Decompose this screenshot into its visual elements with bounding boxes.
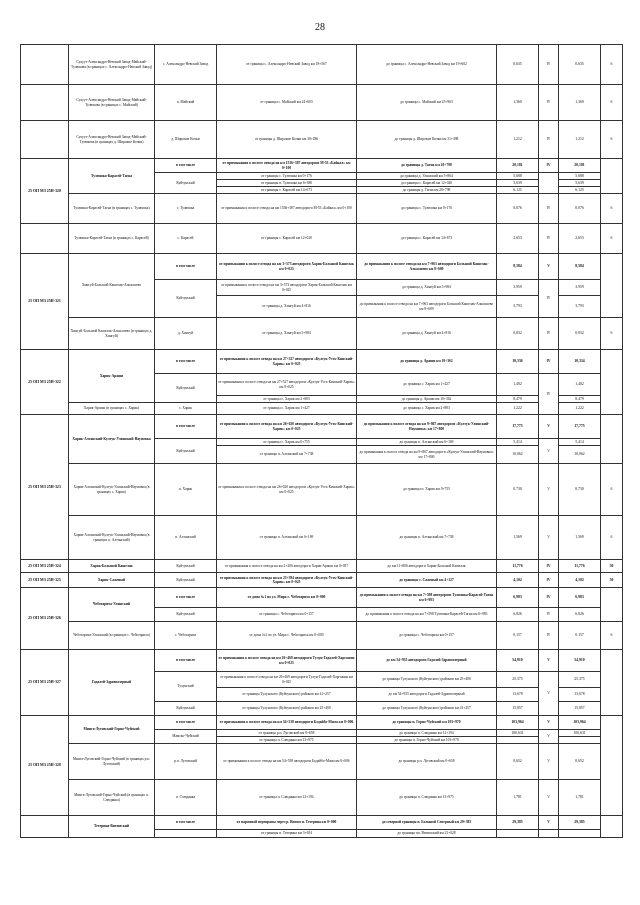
cell-width — [601, 415, 623, 464]
cell-length_cat: 10,062 — [559, 446, 601, 464]
cell-width — [601, 588, 623, 622]
cell-to: до границы д. Уляшский км 5+864 — [357, 173, 497, 180]
cell-name: Чеботарихa-Уляшский — [69, 588, 155, 622]
cell-cat: IV — [539, 224, 559, 254]
cell-name: Мингa-Луговский-Горно-Чуйский (в границах п. Слюдянка) — [69, 780, 155, 816]
cell-name: Тулюшка-Карасей-Тагна — [69, 159, 155, 194]
cell-district: в том числе — [155, 716, 217, 730]
cell-length: 25,375 — [497, 672, 539, 688]
cell-from: от границы с. Харик км 2+883 — [217, 396, 357, 403]
cell-district: Куйтунский — [155, 280, 217, 318]
cell-length_cat: 1,360 — [559, 85, 601, 121]
cell-from: от примыкания к полосе отвода на км 3+573 автодороги Харик-Большой Кашелак км 0+025 — [217, 254, 357, 280]
cell-to: до км 54+935 автодороги Гадалей-Здравоозерный — [357, 688, 497, 702]
cell-name: Харик-Араши (в границах с. Харик) — [69, 403, 155, 415]
cell-to: до границы с. Карасей км 14+673 — [357, 224, 497, 254]
cell-length: 6,983 — [497, 588, 539, 608]
cell-length_cat: 25,375 — [559, 672, 601, 688]
cell-to: до границы с. Майский км 25+963 — [357, 85, 497, 121]
cell-name: Хингуй-Большой Кашелак-Алкасшево (в границах д. Хингуй) — [69, 318, 155, 350]
cell-from: от границы д. Хингуй км 3+984 — [217, 318, 357, 350]
table-row — [21, 622, 623, 650]
cell-cat: V — [539, 650, 559, 672]
cell-from: от границы с. Карасей км 14+673 — [217, 187, 357, 194]
cell-district: Куйтунский — [155, 560, 217, 573]
table-row — [21, 744, 623, 780]
cell-length: 5,414 — [497, 439, 539, 446]
roads-table — [20, 44, 623, 838]
cell-length: 0,832 — [497, 318, 539, 350]
cell-to: до границы д. Тагна км 20+798 — [357, 187, 497, 194]
cell-width — [601, 816, 623, 838]
table-row — [21, 403, 623, 415]
cell-length: 54,910 — [497, 650, 539, 672]
cell-to: до примыкания к полосе отвода на км 7+963 автодороги Большой Кашелак-Алкасшево км 8+609 — [357, 296, 497, 318]
cell-code — [21, 45, 69, 85]
cell-cat: IV — [539, 194, 559, 224]
cell-from: от границы с. Харик км 1+427 — [217, 403, 357, 415]
cell-length: 1,781 — [497, 780, 539, 816]
cell-cat: V — [539, 816, 559, 830]
cell-to: до границы с. Александро-Невский Завод км 19+602 — [357, 45, 497, 85]
cell-width — [601, 159, 623, 194]
cell-from: от границы д. Широкие Кочки км 30+286 — [217, 121, 357, 159]
cell-district: Куйтунский — [155, 573, 217, 588]
cell-district: в том числе — [155, 650, 217, 672]
cell-to: до границы д. Араши км 10+362 — [357, 350, 497, 374]
cell-to: до км 11+806 автодороги Харик-Большой Кашелак — [357, 560, 497, 573]
cell-to: до границы п. Слюдянка км 12+194 — [357, 730, 497, 737]
table-row — [21, 350, 623, 374]
cell-cat: V — [539, 415, 559, 439]
cell-length: 8,479 — [497, 396, 539, 403]
cell-cat: IV — [539, 280, 559, 318]
page-number: 28 — [315, 22, 325, 33]
cell-district: в том числе — [155, 254, 217, 280]
cell-district: р.п. Луговский — [155, 744, 217, 780]
cell-length_cat: 20,181 — [559, 159, 601, 173]
cell-from: от примыкания к полосе отвода на км 26+020 автодороги «Култук-Усть-Кинский-Харик» км 0+025 — [217, 415, 357, 439]
table-row — [21, 716, 623, 730]
cell-district: с. Карасей — [155, 224, 217, 254]
table-row — [21, 194, 623, 224]
cell-length_cat: 17,775 — [559, 415, 601, 439]
cell-length: 29,385 — [497, 816, 539, 830]
cell-cat: V — [539, 716, 559, 730]
cell-length: 17,775 — [497, 415, 539, 439]
cell-cat: IV — [539, 159, 559, 173]
table-row — [21, 464, 623, 516]
cell-to: до границы д. Хингуй км 4+816 — [357, 318, 497, 350]
cell-width: 6 — [601, 121, 623, 159]
table-row — [21, 560, 623, 573]
cell-width: 6 — [601, 516, 623, 560]
cell-to: до примыкания к полосе отвода на км 9+867 автодороги «Култук-Уляшский-Наумовка» км 17+800 — [357, 415, 497, 439]
cell-cat: V — [539, 464, 559, 516]
table-row — [21, 573, 623, 588]
cell-length: 0,076 — [497, 194, 539, 224]
cell-length_cat: 11,776 — [559, 560, 601, 573]
cell-length: 5,639 — [497, 180, 539, 187]
cell-cat: V — [539, 672, 559, 716]
cell-cat: V — [539, 439, 559, 464]
cell-to: до границы с. Тулюшка км 0+176 — [357, 194, 497, 224]
cell-to: до границы д. Широкие Кочки км 31+498 — [357, 121, 497, 159]
cell-district: д. Хингуй — [155, 318, 217, 350]
cell-length: 1,569 — [497, 516, 539, 560]
cell-to: до северной границы п. Большой Северный км 29+385 — [357, 816, 497, 830]
cell-length_cat: 15,857 — [559, 702, 601, 716]
cell-from: от границы п. Алтанский км 6+169 — [217, 516, 357, 560]
cell-cat: IV — [539, 560, 559, 573]
cell-from: от границы п. Тулюшка км 6+380 — [217, 180, 357, 187]
cell-cat: V — [539, 780, 559, 816]
cell-width — [601, 254, 623, 318]
cell-length_cat: 4,102 — [559, 573, 601, 588]
table-row — [21, 159, 623, 173]
cell-district: с. Александро-Невский Завод — [155, 45, 217, 85]
cell-cat: V — [539, 516, 559, 560]
cell-length_cat: 3,959 — [559, 280, 601, 296]
cell-district: Куйтунский — [155, 374, 217, 403]
cell-code — [21, 224, 69, 254]
cell-from: от примыкания к полосе отвода на км 26+020 автодороги «Култук-Усть-Кинский-Харик» км 0+025 — [217, 464, 357, 516]
cell-district: д. Широкие Кочки — [155, 121, 217, 159]
cell-length: 3,959 — [497, 280, 539, 296]
cell-district: Куйтунский — [155, 702, 217, 716]
cell-district: в том числе — [155, 816, 217, 830]
cell-from: от дома №1 по ул. Мира с. Чеботариха км 0+000 — [217, 588, 357, 608]
table-row — [21, 816, 623, 830]
cell-length: 5,688 — [497, 173, 539, 180]
cell-length_cat: 8,584 — [559, 254, 601, 280]
cell-from: от границы с. Карасей км 12+020 — [217, 224, 357, 254]
cell-from: от примыкания к полосе отвода на км 1536+387 автодороги М-53 «Байкал» км 0+100 — [217, 159, 357, 173]
cell-width: 6 — [601, 224, 623, 254]
cell-length_cat: 1,402 — [559, 374, 601, 396]
cell-length: 2,653 — [497, 224, 539, 254]
cell-length_cat: 6,125 — [559, 187, 601, 194]
cell-length_cat: 5,639 — [559, 180, 601, 187]
cell-width — [601, 350, 623, 415]
cell-width: 6 — [601, 318, 623, 350]
cell-from: от примыкания к полосе отвода на км 23+394 автодороги «Култук-Усть-Кинский-Харик» км 0+025 — [217, 573, 357, 588]
cell-length_cat: 0,157 — [559, 622, 601, 650]
cell-length_cat: 5,688 — [559, 173, 601, 180]
cell-name: Харик-Араши — [69, 350, 155, 403]
table-row — [21, 588, 623, 608]
cell-length: 1,402 — [497, 374, 539, 396]
cell-to: до границы п. Алтанский км 7+738 — [357, 516, 497, 560]
cell-from: от границы р.п. Луговский км 0+658 — [217, 730, 357, 737]
cell-name: Харик-Саженый — [69, 573, 155, 588]
cell-name: Тулюшка-Карасей-Тагна (в границах с. Тулюшка) — [69, 194, 155, 224]
cell-name: Мингa-Луговский-Горно-Чуйский — [69, 716, 155, 744]
cell-to: до границы пп. Витимский км 21+028 — [357, 830, 497, 838]
table-row — [21, 650, 623, 672]
cell-length: 4,102 — [497, 573, 539, 588]
cell-code: 25 ОП МЗ 25Н-327 — [21, 650, 69, 716]
table-row — [21, 415, 623, 439]
cell-length: 10,336 — [497, 350, 539, 374]
cell-from: от границы п. Тетерина км 3+654 — [217, 830, 357, 838]
cell-name: Чеботарихa-Уляшский (в границах с. Чеботариха) — [69, 622, 155, 650]
cell-from: от паромной переправы через р. Витим п. Тетерина км 0+000 — [217, 816, 357, 830]
cell-cat: IV — [539, 588, 559, 608]
cell-to: до примыкания к полосе отвода на км 7+598 Тулюшка-Карасей-Тагна км 6+983 — [357, 608, 497, 622]
cell-district — [155, 830, 217, 838]
cell-cat: V — [539, 730, 559, 744]
cell-cat: IV — [539, 350, 559, 374]
cell-from: от примыкания к полосе отвода на км 2+206 автодороги Харик-Араши км 0+057 — [217, 560, 357, 573]
cell-code — [21, 816, 69, 838]
cell-code: 25 ОП МЗ 25Н-323 — [21, 415, 69, 560]
cell-length_cat: 100,631 — [559, 730, 601, 737]
cell-length: 3,793 — [497, 296, 539, 318]
cell-cat: IV — [539, 608, 559, 622]
cell-district: с. Харик — [155, 403, 217, 415]
cell-cat — [539, 173, 559, 194]
cell-from: от примыкания к полосе отвода на км 26+469 автодороги Тулун-Гадалей-Харгажин км 0+025 — [217, 650, 357, 672]
table-row — [21, 318, 623, 350]
cell-cat: IV — [539, 45, 559, 85]
cell-code: 25 ОП МЗ 25Н-325 — [21, 573, 69, 588]
cell-from: от границы с. Тулюшка км 0+176 — [217, 173, 357, 180]
cell-district: в том числе — [155, 588, 217, 608]
cell-from: от примыкания к полосе отвода на км 1536+387 автодороги М-53 «Байкал» км 0+100 — [217, 194, 357, 224]
cell-length: 13,678 — [497, 688, 539, 702]
cell-width: 50 — [601, 573, 623, 588]
table-row — [21, 45, 623, 85]
cell-width: 6 — [601, 622, 623, 650]
cell-to: до примыкания к полосе отвода на км 9+867 автодороги «Култук-Уляшский-Наумовка» км 17+800 — [357, 446, 497, 464]
cell-district: Куйтунский — [155, 173, 217, 194]
cell-width: 6 — [601, 464, 623, 516]
cell-length_cat: 1,222 — [559, 403, 601, 415]
cell-name: Харик-Алтанский-Култук-Уляшский-Наумовка (в границах с. Харик) — [69, 464, 155, 516]
cell-from: от границы п. Алтанский км 7+738 — [217, 446, 357, 464]
cell-name: Сулуут-Александро-Невский Завод-Майский-Тулюкова (в границах с. Александро-Невский Завод) — [69, 45, 155, 85]
cell-length: 15,857 — [497, 702, 539, 716]
cell-to: до границы Тулунского (Куйтунского) районов км 25+400 — [357, 672, 497, 688]
cell-length_cat: 29,385 — [559, 816, 601, 830]
cell-code: 25 ОП МЗ 25Н-324 — [21, 560, 69, 573]
cell-length_cat: 1,781 — [559, 780, 601, 816]
cell-district: с. Чеботариха — [155, 622, 217, 650]
cell-code: 25 ОП МЗ 25Н-328 — [21, 716, 69, 816]
cell-district: п. Майский — [155, 85, 217, 121]
cell-code — [21, 121, 69, 159]
cell-code — [21, 85, 69, 121]
cell-from: от границы п. Слюдянка км 12+194 — [217, 780, 357, 816]
cell-length_cat — [559, 830, 601, 838]
cell-code: 25 ОП МЗ 25Н-321 — [21, 254, 69, 350]
cell-width: 6 — [601, 85, 623, 121]
cell-to: до границы п. Харик км 0+755 — [357, 464, 497, 516]
cell-from: от границы с. Майский км 24+603 — [217, 85, 357, 121]
cell-to: до границы д. Араши км 10+362 — [357, 396, 497, 403]
cell-length: 11,776 — [497, 560, 539, 573]
table-row — [21, 780, 623, 816]
cell-name: Хингуй-Большой Кашелак-Алкасшево — [69, 254, 155, 318]
cell-district: в том числе — [155, 350, 217, 374]
cell-to: до границы д. Хингуй км 3+984 — [357, 280, 497, 296]
cell-code: 25 ОП МЗ 25Н-322 — [21, 350, 69, 415]
cell-length_cat: 8,479 — [559, 396, 601, 403]
cell-length: 6,826 — [497, 608, 539, 622]
cell-district: Куйтунский — [155, 608, 217, 622]
table-row — [21, 224, 623, 254]
cell-width: 6 — [601, 194, 623, 224]
cell-district: в том числе — [155, 159, 217, 173]
cell-district: Куйтунский — [155, 439, 217, 464]
cell-to: до границы д. Тагна км 20+798 — [357, 159, 497, 173]
cell-to: до границы п. Горно-Чуйский км 103+970 — [357, 716, 497, 730]
cell-from: от примыкания к полосе отвода на км 3+573 автодороги Харик-Большой Кашелак км 0+025 — [217, 280, 357, 296]
cell-name: Сулуут-Александро-Невский Завод-Майский-Тулюкова (в границах д. Широкие Кочки) — [69, 121, 155, 159]
cell-district: п. Алтанский — [155, 516, 217, 560]
cell-length_cat: 103,964 — [559, 716, 601, 730]
cell-to: до примыкания к полосе отвода на км 7+598 автодороги Тулюшка-Карасей-Тагна км 6+983 — [357, 588, 497, 608]
cell-length_cat: 0,635 — [559, 45, 601, 85]
cell-length_cat: 6,983 — [559, 588, 601, 608]
cell-name: Харик-Алтанский-Култук-Уляшский-Наумовка (в границах п. Алтанский) — [69, 516, 155, 560]
cell-length_cat: 2,653 — [559, 224, 601, 254]
cell-length_cat: 6,826 — [559, 608, 601, 622]
cell-to: до границы п. Слюдянка км 13+975 — [357, 780, 497, 816]
cell-to: до границы с. Саженый км 4+127 — [357, 573, 497, 588]
cell-length: 0,652 — [497, 744, 539, 780]
cell-from: от примыкания к полосе отвода на км 54+538 автодороги Бодайбо-Мамa км 0+006 — [217, 716, 357, 730]
cell-width — [601, 650, 623, 716]
cell-cat: IV — [539, 374, 559, 415]
cell-from: от границы Тулунского (Куйтунского) районов км 41+257 — [217, 688, 357, 702]
cell-from: от границы д. Хингуй км 4+816 — [217, 296, 357, 318]
cell-length: 103,964 — [497, 716, 539, 730]
cell-length_cat: 10,334 — [559, 350, 601, 374]
table-row — [21, 254, 623, 280]
cell-length_cat: 0,652 — [559, 744, 601, 780]
cell-from: от примыкания к полосе отвода на км 27+527 автодороги «Култук-Усть-Кинский-Харик» км 0+025 — [217, 374, 357, 396]
cell-to: до границы р.п. Луговский км 0+658 — [357, 744, 497, 780]
cell-district: п. Харик — [155, 464, 217, 516]
cell-length_cat: 0,076 — [559, 194, 601, 224]
cell-cat: IV — [539, 121, 559, 159]
cell-length_cat: 1,212 — [559, 121, 601, 159]
cell-name: Тетерина-Витимский — [69, 816, 155, 838]
cell-length: 20,181 — [497, 159, 539, 173]
cell-length: 0,730 — [497, 464, 539, 516]
cell-length_cat: 54,910 — [559, 650, 601, 672]
table-row — [21, 121, 623, 159]
cell-length_cat — [559, 737, 601, 744]
cell-from: от границы с. Александро-Невский Завод км 18+567 — [217, 45, 357, 85]
cell-length_cat: 1,569 — [559, 516, 601, 560]
cell-length: 1,360 — [497, 85, 539, 121]
cell-cat: IV — [539, 573, 559, 588]
cell-width: 6 — [601, 45, 623, 85]
cell-length: 0,157 — [497, 622, 539, 650]
cell-length: 10,062 — [497, 446, 539, 464]
cell-name: Харик-Большой Кашелак — [69, 560, 155, 573]
table-row — [21, 85, 623, 121]
cell-from: от границы п. Слюдянка км 13+975 — [217, 737, 357, 744]
cell-to: до границы Тулунского (Куйтунского) районов км 41+257 — [357, 702, 497, 716]
table-row — [21, 516, 623, 560]
cell-name: Харик-Алтанский-Култук-Уляшский-Наумовка — [69, 415, 155, 464]
cell-to: до км 54+935 автодороги Гадалей-Здравоозерный — [357, 650, 497, 672]
cell-width: 50 — [601, 560, 623, 573]
cell-length: 8,584 — [497, 254, 539, 280]
cell-code: 25 ОП МЗ 25Н-326 — [21, 588, 69, 650]
cell-from: от границы с. Харик км 0+755 — [217, 439, 357, 446]
cell-to: до границы с. Чеботариха км 0+157 — [357, 622, 497, 650]
cell-length: 1,222 — [497, 403, 539, 415]
cell-code: 25 ОП МЗ 25Н-320 — [21, 159, 69, 224]
cell-district: с. Тулюшка — [155, 194, 217, 224]
cell-district: Тулунский — [155, 672, 217, 702]
cell-name: Сулуут-Александро-Невский Завод-Майский-Тулюкова (в границах с. Майский) — [69, 85, 155, 121]
cell-length: 6,125 — [497, 187, 539, 194]
cell-length_cat: 13,678 — [559, 688, 601, 702]
cell-from: от примыкания к полосе отвода на км 27+527 автодороги «Култук-Усть-Кинский-Харик» км 0+025 — [217, 350, 357, 374]
cell-length_cat: 3,793 — [559, 296, 601, 318]
cell-to: до границы п. Горно-Чуйский км 103+970 — [357, 737, 497, 744]
cell-from: от примыкания к полосе отвода на км 26+469 автодороги Тулун-Гадалей-Харгажин км 0+025 — [217, 672, 357, 688]
cell-cat: IV — [539, 622, 559, 650]
cell-district: в том числе — [155, 415, 217, 439]
cell-length: 100,631 — [497, 730, 539, 737]
cell-cat: V — [539, 254, 559, 280]
cell-to: до границы с. Харик км 2+883 — [357, 403, 497, 415]
cell-length — [497, 737, 539, 744]
cell-to: до границы с. Карасей км 12+020 — [357, 180, 497, 187]
cell-width — [601, 716, 623, 816]
cell-from: от примыкания к полосе отвода на км 54+538 автодороги Бодайбо-Мамa км 0+006 — [217, 744, 357, 780]
cell-to: до границы п. Алтанский км 6+169 — [357, 439, 497, 446]
cell-name: Гадалей-Здравоозерный — [69, 650, 155, 716]
cell-length — [497, 830, 539, 838]
cell-cat: IV — [539, 85, 559, 121]
cell-district: Мамско-Чуйский — [155, 730, 217, 744]
cell-cat: IV — [539, 318, 559, 350]
cell-to: до границы с. Харик км 1+427 — [357, 374, 497, 396]
cell-length: 1,212 — [497, 121, 539, 159]
cell-to: до примыкания к полосе отвода на км 7+963 автодороги Большой Кашелак-Алкасшево км 8+609 — [357, 254, 497, 280]
cell-name: Мингa-Луговский-Горно-Чуйский (в границах р.п. Луговский) — [69, 744, 155, 780]
cell-name: Тулюшка-Карасей-Тагна (в границах с. Карасей) — [69, 224, 155, 254]
cell-from: от дома №1 по ул. Мира с. Чеботариха км 0+000 — [217, 622, 357, 650]
cell-length_cat: 0,730 — [559, 464, 601, 516]
cell-length_cat: 0,832 — [559, 318, 601, 350]
cell-cat — [539, 830, 559, 838]
cell-cat: V — [539, 744, 559, 780]
cell-length: 0,635 — [497, 45, 539, 85]
cell-length_cat: 5,414 — [559, 439, 601, 446]
cell-from: от границы Тулунского (Куйтунского) районов км 25+400 — [217, 702, 357, 716]
cell-district: п. Слюдянка — [155, 780, 217, 816]
cell-from: от границы с. Чеботариха км 0+157 — [217, 608, 357, 622]
